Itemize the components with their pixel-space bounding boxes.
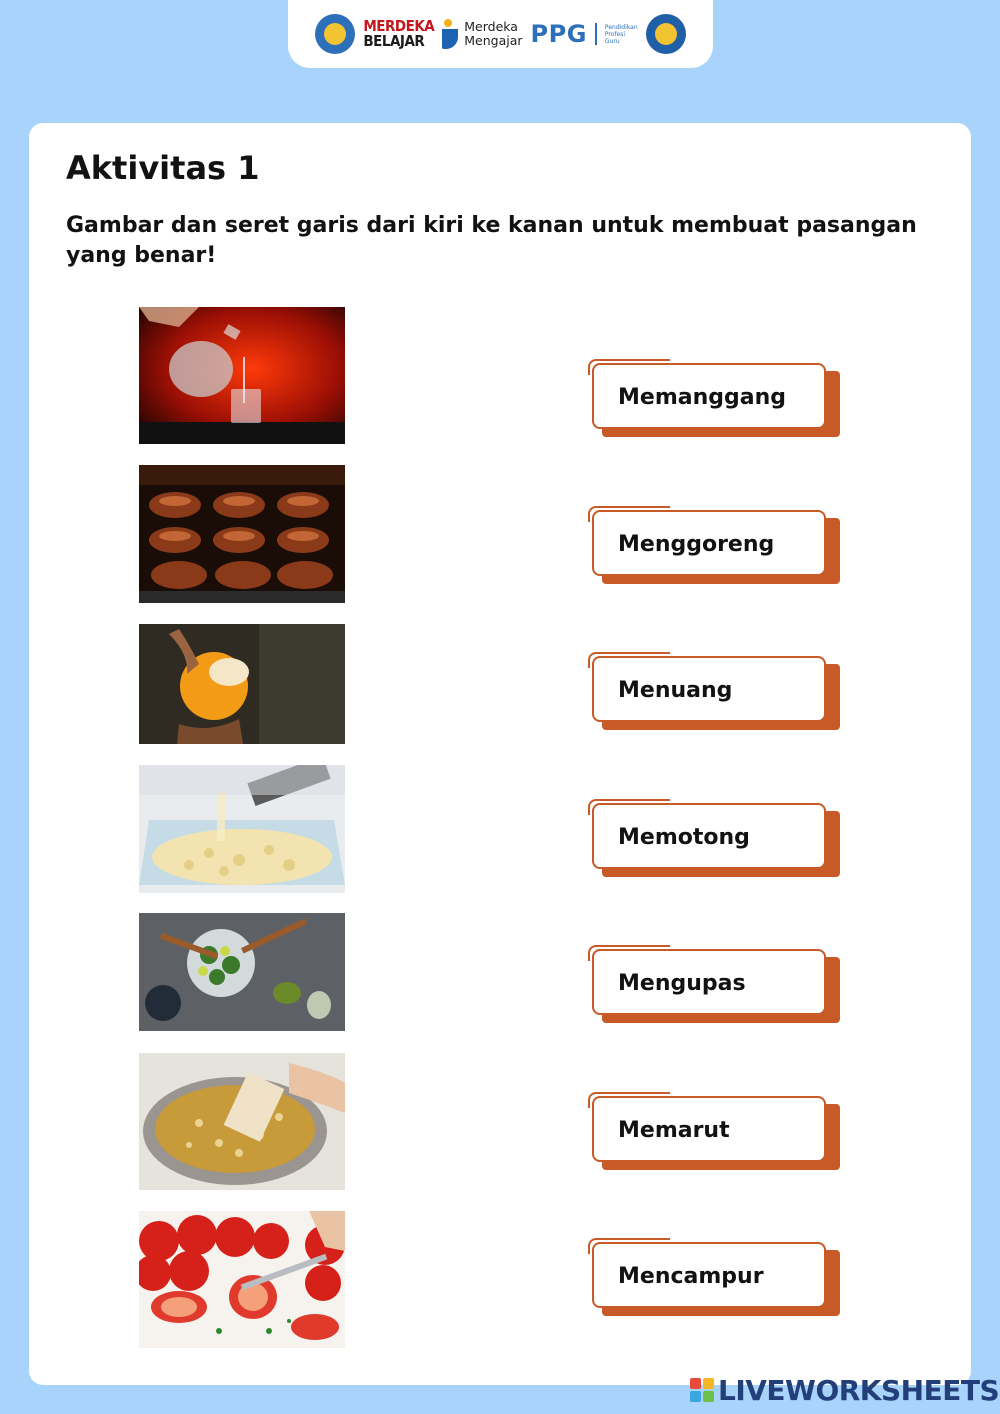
answer-box-frame[interactable] [592,656,826,722]
answer-box[interactable] [588,506,840,592]
mixing-salad-image[interactable] [139,913,345,1031]
frying-food-image[interactable] [139,1053,345,1190]
university-emblem-icon [646,14,686,54]
ppg-separator [595,23,597,45]
logo-bar [288,0,713,68]
answer-box-frame[interactable] [592,1096,826,1162]
answer-label: Menuang [618,678,733,703]
answer-box[interactable] [588,799,840,885]
answer-box[interactable] [588,652,840,738]
answer-box[interactable] [588,1092,840,1178]
ppg-subtitle: Pendidikan Profesi Guru [604,23,638,45]
answer-label: Memanggang [618,385,786,410]
answer-box-frame[interactable] [592,363,826,429]
pouring-water-image[interactable] [139,307,345,444]
liveworksheets-mark-icon [690,1378,714,1402]
liveworksheets-wordmark: LIVEWORKSHEETS [718,1373,1000,1407]
answer-label: Memarut [618,1118,730,1143]
grating-cheese-image[interactable] [139,765,345,893]
answer-box[interactable] [588,945,840,1031]
activity-title: Aktivitas 1 [66,149,260,187]
worksheet-card [29,123,971,1385]
answer-label: Menggoreng [618,532,775,557]
tut-wuri-emblem-icon [315,14,355,54]
cutting-tomato-image[interactable] [139,1211,345,1348]
answer-box[interactable] [588,1238,840,1324]
liveworksheets-logo[interactable] [690,1373,999,1407]
answer-label: Mencampur [618,1264,764,1289]
answer-box-frame[interactable] [592,949,826,1015]
activity-instruction: Gambar dan seret garis dari kiri ke kanan untuk membuat pasangan yang benar! [66,213,917,268]
merdeka-belajar-logo: MERDEKA BELAJAR [363,17,435,50]
answer-box-frame[interactable] [592,510,826,576]
answer-label: Memotong [618,825,750,850]
answer-box[interactable] [588,359,840,445]
answer-box-frame[interactable] [592,1242,826,1308]
baking-muffins-image[interactable] [139,465,345,603]
ppg-logo: PPG [530,20,587,48]
peeling-orange-image[interactable] [139,624,345,744]
answer-box-frame[interactable] [592,803,826,869]
answer-label: Mengupas [618,971,746,996]
merdeka-mengajar-mark-icon [442,19,460,49]
merdeka-mengajar-logo: Merdeka Mengajar [442,19,522,49]
